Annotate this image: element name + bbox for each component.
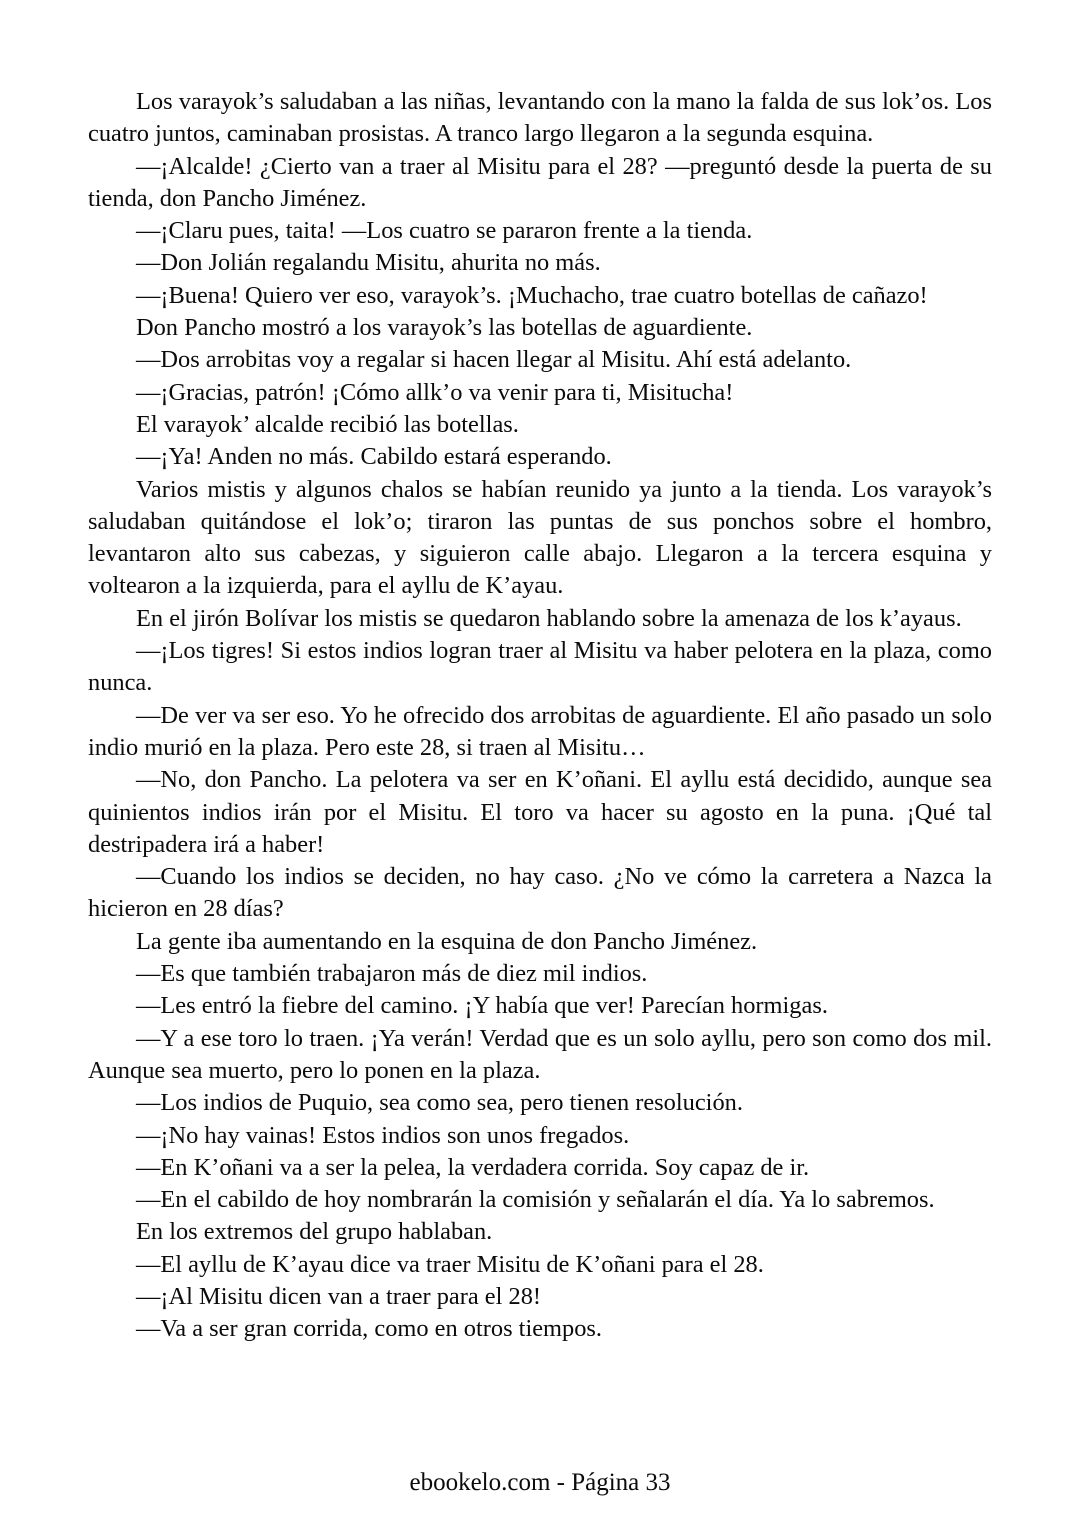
- paragraph: —Va a ser gran corrida, como en otros tiempos.: [136, 1315, 602, 1343]
- paragraph: —¡Claru pues, taita! —Los cuatro se pararon frente a la tienda.: [136, 217, 753, 245]
- paragraph: —¡Los tigres! Si estos indios logran traer al Misitu va haber pelotera en la plaza, como nunca.: [88, 637, 992, 697]
- paragraph: —Dos arrobitas voy a regalar si hacen llegar al Misitu. Ahí está adelanto.: [136, 346, 852, 374]
- paragraph: —Es que también trabajaron más de diez mil indios.: [136, 960, 648, 988]
- paragraph: —En K’oñani va a ser la pelea, la verdadera corrida. Soy capaz de ir.: [136, 1153, 810, 1181]
- paragraph: —Cuando los indios se deciden, no hay caso. ¿No ve cómo la carretera a Nazca la hicieron en 28 días?: [88, 863, 992, 923]
- paragraph: —Don Jolián regalandu Misitu, ahurita no más.: [136, 249, 601, 277]
- paragraph: Varios mistis y algunos chalos se habían reunido ya junto a la tienda. Los varayok’s saludaban quitándose el lok’o; tiraron las puntas de sus ponchos sobre el hombro, levantaron alto sus cabezas, y siguieron calle abajo. Llegaron a la tercera esquina y voltearon a la izquierda, para el ayllu de K’ayau.: [88, 475, 992, 600]
- paragraph: —En el cabildo de hoy nombrarán la comisión y señalarán el día. Ya lo sabremos.: [136, 1186, 935, 1214]
- paragraph: —El ayllu de K’ayau dice va traer Misitu de K’oñani para el 28.: [136, 1250, 764, 1278]
- page-footer: ebookelo.com - Página 33: [409, 1469, 671, 1496]
- paragraph: Los varayok’s saludaban a las niñas, levantando con la mano la falda de sus lok’os. Los cuatro juntos, caminaban prosistas. A tranco largo llegaron a la segunda esquina.: [88, 88, 992, 148]
- paragraph: Don Pancho mostró a los varayok’s las botellas de aguardiente.: [136, 314, 753, 342]
- paragraph: —¡Alcalde! ¿Cierto van a traer al Misitu para el 28? —preguntó desde la puerta de su tienda, don Pancho Jiménez.: [88, 152, 992, 212]
- paragraph: —¡Ya! Anden no más. Cabildo estará esperando.: [136, 443, 612, 471]
- paragraph: —Y a ese toro lo traen. ¡Ya verán! Verdad que es un solo ayllu, pero son como dos mil. Aunque sea muerto, pero lo ponen en la plaza.: [88, 1024, 992, 1084]
- paragraph: —¡Buena! Quiero ver eso, varayok’s. ¡Muchacho, trae cuatro botellas de cañazo!: [136, 281, 928, 309]
- paragraph: El varayok’ alcalde recibió las botellas.: [136, 410, 519, 438]
- paragraph: En el jirón Bolívar los mistis se quedaron hablando sobre la amenaza de los k’ayaus.: [136, 604, 962, 632]
- paragraph: —De ver va ser eso. Yo he ofrecido dos arrobitas de aguardiente. El año pasado un solo indio murió en la plaza. Pero este 28, si traen al Misitu…: [88, 701, 992, 761]
- paragraph: —Los indios de Puquio, sea como sea, pero tienen resolución.: [136, 1089, 743, 1117]
- paragraph: —¡Al Misitu dicen van a traer para el 28!: [136, 1282, 542, 1310]
- paragraph: La gente iba aumentando en la esquina de don Pancho Jiménez.: [136, 927, 758, 955]
- page-text-body: [88, 86, 992, 1346]
- paragraph: —No, don Pancho. La pelotera va ser en K’oñani. El ayllu está decidido, aunque sea quinientos indios irán por el Misitu. El toro va hacer su agosto en la puna. ¡Qué tal destripadera irá a haber!: [88, 766, 992, 858]
- paragraph: En los extremos del grupo hablaban.: [136, 1218, 493, 1246]
- paragraph: —¡No hay vainas! Estos indios son unos fregados.: [136, 1121, 630, 1149]
- paragraph: —¡Gracias, patrón! ¡Cómo allk’o va venir para ti, Misitucha!: [136, 378, 734, 406]
- paragraph: —Les entró la fiebre del camino. ¡Y había que ver! Parecían hormigas.: [136, 992, 828, 1020]
